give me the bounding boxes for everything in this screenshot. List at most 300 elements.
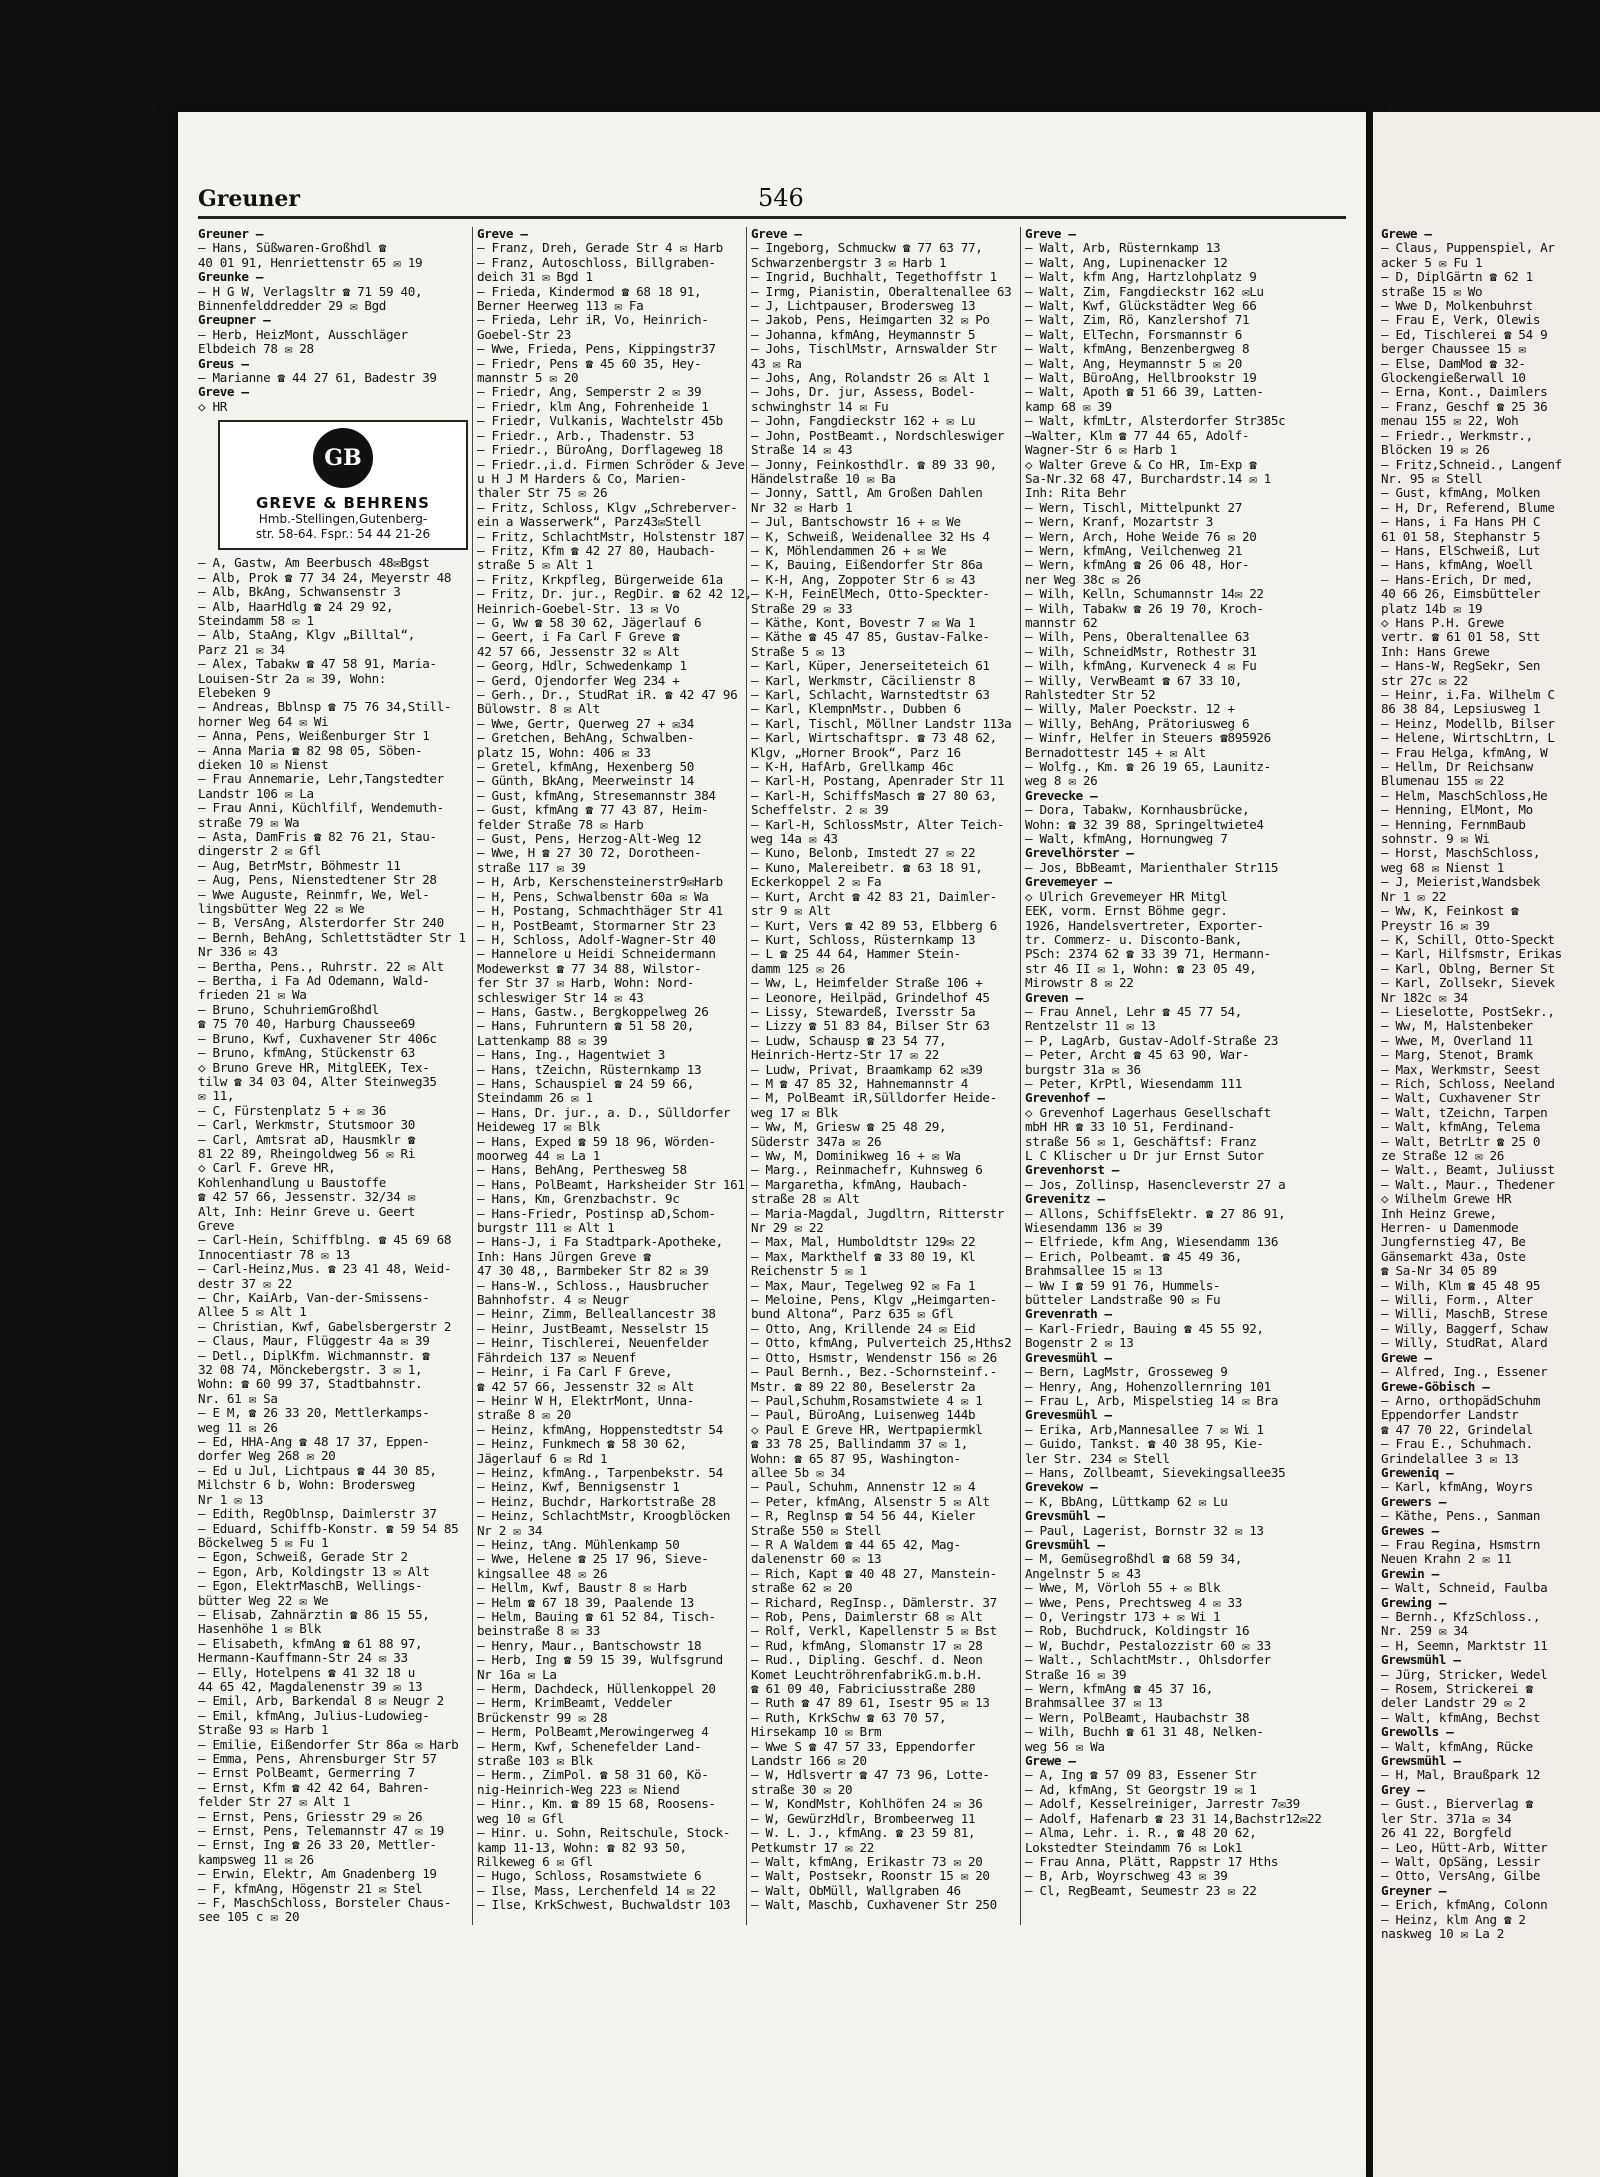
directory-entry: — Carl, Amtsrat aD, Hausmklr ☎ bbox=[198, 1131, 415, 1147]
directory-entry: — Walt, kfmAng, Rücke bbox=[1381, 1738, 1533, 1754]
directory-entry: — Walt, kfmAng, Telema bbox=[1381, 1119, 1541, 1135]
directory-entry: Greuner — bbox=[198, 226, 264, 241]
directory-entry: Wiesendamm 136 ✉ 39 bbox=[1025, 1220, 1163, 1236]
directory-entry: PSch: 2374 62 ☎ 33 39 71, Hermann- bbox=[1025, 946, 1271, 962]
directory-entry: — Ingrid, Buchhalt, Tegethoffstr 1 bbox=[751, 269, 997, 285]
directory-entry: — Hugo, Schloss, Rosamstwiete 6 bbox=[477, 1868, 702, 1884]
directory-entry: — Ludw, Privat, Braamkamp 62 ✉39 bbox=[751, 1061, 983, 1077]
directory-entry: — Walt, Ang, Lupinenacker 12 bbox=[1025, 254, 1228, 270]
directory-entry: — Hans, kfmAng, Woell bbox=[1381, 557, 1533, 573]
directory-entry: Lattenkamp 88 ✉ 39 bbox=[477, 1032, 608, 1048]
directory-entry: — Erich, Polbeamt. ☎ 45 49 36, bbox=[1025, 1248, 1242, 1264]
directory-entry: — Hans, Fuhruntern ☎ 51 58 20, bbox=[477, 1018, 694, 1034]
directory-entry: — Irmg, Pianistin, Oberaltenallee 63 bbox=[751, 283, 1012, 299]
directory-entry: — Eduard, Schiffb-Konstr. ☎ 59 54 85 bbox=[198, 1520, 459, 1536]
directory-entry: Milchstr 6 b, Wohn: Brodersweg bbox=[198, 1477, 415, 1493]
directory-entry: Süderstr 347a ✉ 26 bbox=[751, 1133, 882, 1149]
directory-entry: Goebel-Str 23 bbox=[477, 326, 572, 342]
directory-entry: Grevenrath — bbox=[1025, 1306, 1112, 1322]
directory-entry: — Karl-H, Postang, Apenrader Str 11 bbox=[751, 773, 1005, 789]
directory-entry: — H, Arb, Kerschensteinerstr9✉Harb bbox=[477, 874, 723, 890]
directory-entry: — Friedr., BüroAng, Dorflageweg 18 bbox=[477, 442, 723, 458]
directory-entry: — Ernst, Pens, Griesstr 29 ✉ 26 bbox=[198, 1808, 423, 1824]
directory-entry: mbH HR ☎ 33 10 51, Ferdinand- bbox=[1025, 1119, 1235, 1135]
directory-entry: Wohn: ☎ 60 99 37, Stadtbahnstr. bbox=[198, 1376, 423, 1392]
directory-entry: Heideweg 17 ✉ Blk bbox=[477, 1119, 600, 1135]
directory-entry: 43 ✉ Ra bbox=[751, 355, 802, 371]
directory-entry: — Rob, Buchdruck, Koldingstr 16 bbox=[1025, 1623, 1250, 1639]
directory-entry: Straße 5 ✉ 13 bbox=[751, 643, 846, 659]
directory-entry: — Wilh, Buchh ☎ 61 31 48, Nelken- bbox=[1025, 1724, 1264, 1740]
directory-entry: Greus — bbox=[198, 355, 249, 371]
directory-entry: — Horst, MaschSchloss, bbox=[1381, 845, 1541, 861]
directory-entry: Grewes — bbox=[1381, 1522, 1439, 1538]
directory-entry: Greven — bbox=[1025, 989, 1083, 1005]
directory-entry: — Heinr, JustBeamt, Nesselstr 15 bbox=[477, 1320, 709, 1336]
directory-entry: Grewsmühl — bbox=[1381, 1652, 1461, 1668]
directory-entry: ◇ HR bbox=[198, 398, 227, 414]
directory-entry: — Max, Mal, Humboldtstr 129✉ 22 bbox=[751, 1234, 976, 1250]
directory-entry: — Wern, kfmAng ☎ 26 06 48, Hor- bbox=[1025, 557, 1250, 573]
directory-entry: — Wilh, SchneidMstr, Rothestr 31 bbox=[1025, 643, 1257, 659]
directory-entry: Grevenhof — bbox=[1025, 1090, 1105, 1106]
directory-entry: Innocentiastr 78 ✉ 13 bbox=[198, 1246, 350, 1262]
directory-entry: — Walt, ObMüll, Wallgraben 46 bbox=[751, 1882, 961, 1898]
directory-entry: Straße 14 ✉ 43 bbox=[751, 442, 853, 458]
directory-entry: Grevekow — bbox=[1025, 1479, 1098, 1495]
directory-entry: — Edith, RegOblnsp, Daimlerstr 37 bbox=[198, 1506, 437, 1522]
directory-entry: — W, KondMstr, Kohlhöfen 24 ✉ 36 bbox=[751, 1796, 983, 1812]
directory-entry: — K-H, HafArb, Grellkamp 46c bbox=[751, 759, 954, 775]
directory-entry: — Hans, Schauspiel ☎ 24 59 66, bbox=[477, 1075, 694, 1091]
directory-entry: — Hans, Gastw., Bergkoppelweg 26 bbox=[477, 1003, 709, 1019]
directory-entry: — Heinr, Tischlerei, Neuenfelder bbox=[477, 1335, 709, 1351]
directory-entry: — Willy, Maler Poeckstr. 12 + bbox=[1025, 701, 1235, 717]
directory-entry: — J, Meierist,Wandsbek bbox=[1381, 874, 1541, 890]
directory-entry: Heinrich-Hertz-Str 17 ✉ 22 bbox=[751, 1047, 940, 1063]
directory-entry: — Egon, Schweiß, Gerade Str 2 bbox=[198, 1549, 408, 1565]
directory-entry: — Aug, BetrMstr, Böhmestr 11 bbox=[198, 857, 401, 873]
directory-entry: — Wilh, Tabakw ☎ 26 19 70, Kroch- bbox=[1025, 600, 1264, 616]
directory-entry: — Frau Regina, Hsmstrn bbox=[1381, 1536, 1541, 1552]
directory-entry: weg 14a ✉ 43 bbox=[751, 831, 838, 847]
directory-entry: — Paul, Schuhm, Annenstr 12 ✉ 4 bbox=[751, 1479, 976, 1495]
directory-entry: — Bernh, BehAng, Schlettstädter Str 1 bbox=[198, 929, 466, 945]
directory-entry: — Fritz, Schloss, Klgv „Schreberver- bbox=[477, 499, 738, 515]
directory-entry: Preystr 16 ✉ 39 bbox=[1381, 917, 1490, 933]
directory-entry: kamp 68 ✉ 39 bbox=[1025, 398, 1112, 414]
directory-entry: — Heinz, kfmAng, Hoppenstedtstr 54 bbox=[477, 1421, 723, 1437]
directory-entry: —Walter, Klm ☎ 77 44 65, Adolf- bbox=[1025, 427, 1250, 443]
directory-entry: — Marianne ☎ 44 27 61, Badestr 39 bbox=[198, 370, 437, 386]
directory-entry: ◇ Wilhelm Grewe HR bbox=[1381, 1191, 1512, 1207]
advert-company-name: GREVE & BEHRENS bbox=[256, 494, 430, 513]
directory-entry: — Detl., DiplKfm. Wichmannstr. ☎ bbox=[198, 1347, 430, 1363]
directory-entry: Schwarzenbergstr 3 ✉ Harb 1 bbox=[751, 254, 947, 270]
directory-entry: straße 117 ✉ 39 bbox=[477, 859, 586, 875]
directory-entry: — Wern, kfmAng ☎ 45 37 16, bbox=[1025, 1681, 1214, 1697]
directory-entry: Wohn: ☎ 65 87 95, Washington- bbox=[751, 1450, 961, 1466]
directory-entry: — Paul,Schuhm,Rosamstwiete 4 ✉ 1 bbox=[751, 1392, 983, 1408]
advert-phone-line: str. 58-64. Fspr.: 54 44 21-26 bbox=[255, 527, 431, 542]
directory-entry: kampsweg 11 ✉ 26 bbox=[198, 1851, 314, 1867]
directory-entry: — Bertha, Pens., Ruhrstr. 22 ✉ Alt bbox=[198, 958, 444, 974]
directory-entry: — Wwe S ☎ 47 57 33, Eppendorfer bbox=[751, 1738, 976, 1754]
directory-entry: 61 01 58, Stephanstr 5 bbox=[1381, 528, 1541, 544]
directory-entry: EEK, vorm. Ernst Böhme gegr. bbox=[1025, 903, 1228, 919]
directory-entry: tr. Commerz- u. Disconto-Bank, bbox=[1025, 931, 1242, 947]
directory-entry: — Rolf, Verkl, Kapellenstr 5 ✉ Bst bbox=[751, 1623, 997, 1639]
directory-entry: — Carl-Heinz,Mus. ☎ 23 41 48, Weid- bbox=[198, 1261, 452, 1277]
directory-entry: Fährdeich 137 ✉ Neuenf bbox=[477, 1349, 637, 1365]
directory-entry: — Ed, HHA-Ang ☎ 48 17 37, Eppen- bbox=[198, 1434, 430, 1450]
directory-entry: — Alb, BkAng, Schwansenstr 3 bbox=[198, 584, 401, 600]
directory-entry: straße 103 ✉ Blk bbox=[477, 1753, 593, 1769]
directory-entry: — Bruno, Kwf, Cuxhavener Str 406c bbox=[198, 1030, 437, 1046]
directory-entry: Brahmsallee 15 ✉ 13 bbox=[1025, 1263, 1163, 1279]
directory-entry: — K-H, FeinElMech, Otto-Speckter- bbox=[751, 586, 990, 602]
directory-entry: — Wilh, Kelln, Schumannstr 14✉ 22 bbox=[1025, 586, 1264, 602]
directory-entry: — Karl, Oblng, Berner St bbox=[1381, 960, 1555, 976]
directory-entry: — Otto, Hsmstr, Wendenstr 156 ✉ 26 bbox=[751, 1349, 997, 1365]
directory-entry: Steindamm 58 ✉ 1 bbox=[198, 612, 314, 628]
directory-entry: Grevenitz — bbox=[1025, 1191, 1105, 1207]
directory-entry: — Günth, BkAng, Meerweinstr 14 bbox=[477, 773, 694, 789]
directory-entry: — Wwe Auguste, Reinmfr, We, Wel- bbox=[198, 886, 430, 902]
directory-entry: — Hans, i Fa Hans PH C bbox=[1381, 514, 1541, 530]
directory-entry: — Richard, RegInsp., Dämlerstr. 37 bbox=[751, 1594, 997, 1610]
directory-entry: — K-H, Ang, Zoppoter Str 6 ✉ 43 bbox=[751, 571, 976, 587]
directory-entry: — B, VersAng, Alsterdorfer Str 240 bbox=[198, 915, 444, 931]
directory-entry: — J, Lichtpauser, Brodersweg 13 bbox=[751, 298, 976, 314]
directory-entry: — M, PolBeamt iR,Sülldorfer Heide- bbox=[751, 1090, 997, 1106]
directory-entry: — Willy, VerwBeamt ☎ 67 33 10, bbox=[1025, 672, 1242, 688]
directory-entry: Rilkeweg 6 ✉ Gfl bbox=[477, 1853, 593, 1869]
directory-entry: Nr 182c ✉ 34 bbox=[1381, 989, 1468, 1005]
directory-entry: — Fritz, SchlachtMstr, Holstenstr 187 bbox=[477, 528, 745, 544]
directory-entry: — Karl, Küper, Jenerseiteteich 61 bbox=[751, 658, 990, 674]
directory-entry: — Egon, Arb, Koldingstr 13 ✉ Alt bbox=[198, 1563, 430, 1579]
directory-entry: — Walt, Apoth ☎ 51 66 39, Latten- bbox=[1025, 384, 1264, 400]
directory-entry: — Karl-H, SchiffsMasch ☎ 27 80 63, bbox=[751, 787, 997, 803]
directory-entry: Elebeken 9 bbox=[198, 684, 271, 700]
directory-columns bbox=[198, 227, 1348, 1925]
directory-entry: — Frau E., Schuhmach. bbox=[1381, 1436, 1533, 1452]
directory-entry: — Hans-Erich, Dr med, bbox=[1381, 571, 1533, 587]
directory-entry: — Peter, kfmAng, Alsenstr 5 ✉ Alt bbox=[751, 1493, 990, 1509]
directory-entry: — Wern, PolBeamt, Haubachstr 38 bbox=[1025, 1709, 1250, 1725]
directory-entry: ◇ Ulrich Grevemeyer HR Mitgl bbox=[1025, 888, 1228, 904]
directory-entry: horner Weg 64 ✉ Wi bbox=[198, 713, 329, 729]
directory-entry: Rentzelstr 11 ✉ 13 bbox=[1025, 1018, 1156, 1034]
directory-entry: — Gust., Bierverlag ☎ bbox=[1381, 1796, 1533, 1812]
directory-entry: — Claus, Maur, Flüggestr 4a ✉ 39 bbox=[198, 1333, 430, 1349]
directory-entry: — Jakob, Pens, Heimgarten 32 ✉ Po bbox=[751, 312, 990, 328]
directory-entry: Allee 5 ✉ Alt 1 bbox=[198, 1304, 307, 1320]
directory-entry: — Hannelore u Heidi Schneidermann bbox=[477, 946, 716, 962]
directory-entry: — Ilse, Mass, Lerchenfeld 14 ✉ 22 bbox=[477, 1882, 716, 1898]
directory-entry: — H, Mal, Braußpark 12 bbox=[1381, 1767, 1541, 1783]
directory-entry: — Willy, StudRat, Alard bbox=[1381, 1335, 1548, 1351]
directory-entry: — Ww, L, Heimfelder Straße 106 + bbox=[751, 975, 983, 991]
directory-entry: — Otto, kfmAng, Pulverteich 25,Hths2 bbox=[751, 1335, 1012, 1351]
directory-entry: — Fritz, Krkpfleg, Bürgerweide 61a bbox=[477, 571, 723, 587]
directory-entry: — Rob, Pens, Daimlerstr 68 ✉ Alt bbox=[751, 1609, 983, 1624]
directory-entry: — Walt, Zim, Rö, Kanzlershof 71 bbox=[1025, 312, 1250, 328]
directory-entry: 26 41 22, Borgfeld bbox=[1381, 1825, 1512, 1841]
directory-entry: Heinrich-Goebel-Str. 13 ✉ Vo bbox=[477, 600, 680, 616]
directory-entry: — Cl, RegBeamt, Seumestr 23 ✉ 22 bbox=[1025, 1882, 1257, 1898]
directory-entry: weg 10 ✉ Gfl bbox=[477, 1810, 564, 1826]
directory-entry: — Wwe, M, Overland 11 bbox=[1381, 1032, 1533, 1048]
directory-entry: — Marg, Stenot, Bramk bbox=[1381, 1047, 1533, 1063]
directory-entry: — Margaretha, kfmAng, Haubach- bbox=[751, 1176, 968, 1192]
directory-entry: Nr. 95 ✉ Stell bbox=[1381, 470, 1483, 486]
directory-entry: — Johs, Ang, Rolandstr 26 ✉ Alt 1 bbox=[751, 370, 990, 386]
facing-page bbox=[1373, 112, 1600, 2177]
directory-entry: — Herm, PolBeamt,Merowingerweg 4 bbox=[477, 1724, 709, 1740]
directory-entry: bütter Weg 22 ✉ We bbox=[198, 1592, 329, 1608]
directory-entry: L C Klischer u Dr jur Ernst Sutor bbox=[1025, 1148, 1264, 1163]
directory-entry: — Käthe, Pens., Sanman bbox=[1381, 1508, 1541, 1524]
directory-entry: — Ludw, Schausp ☎ 23 54 77, bbox=[751, 1032, 947, 1048]
directory-entry: — Willy, BehAng, Prätoriusweg 6 bbox=[1025, 715, 1250, 731]
directory-entry: see 105 c ✉ 20 bbox=[198, 1909, 300, 1925]
directory-entry: — Hinr. u. Sohn, Reitschule, Stock- bbox=[477, 1825, 731, 1841]
directory-entry: — B, Arb, Woyrschweg 43 ✉ 39 bbox=[1025, 1868, 1228, 1884]
directory-entry: straße 62 ✉ 20 bbox=[751, 1580, 853, 1596]
directory-entry: Louisen-Str 2a ✉ 39, Wohn: bbox=[198, 670, 387, 686]
directory-entry: — H, Dr, Referend, Blume bbox=[1381, 499, 1555, 515]
directory-entry: — Hans, ElSchweiß, Lut bbox=[1381, 542, 1541, 558]
directory-entry: Greunke — bbox=[198, 269, 264, 285]
directory-entry: 86 38 84, Lepsiusweg 1 bbox=[1381, 701, 1541, 717]
directory-entry: straße 28 ✉ Alt bbox=[751, 1191, 860, 1207]
directory-entry: — Wern, Kranf, Mozartstr 3 bbox=[1025, 514, 1214, 530]
directory-entry: straße 5 ✉ Alt 1 bbox=[477, 557, 593, 573]
directory-entry: — Wwe, Frieda, Pens, Kippingstr37 bbox=[477, 341, 716, 357]
directory-entry: weg 68 ✉ Nienst 1 bbox=[1381, 859, 1504, 875]
directory-entry: Brahmsallee 37 ✉ 13 bbox=[1025, 1695, 1163, 1711]
directory-entry: — Hans, BehAng, Perthesweg 58 bbox=[477, 1162, 687, 1178]
directory-entry: Elbdeich 78 ✉ 28 bbox=[198, 341, 314, 357]
directory-entry: Jägerlauf 6 ✉ Rd 1 bbox=[477, 1450, 608, 1466]
directory-entry: — Walt., SchlachtMstr., Ohlsdorfer bbox=[1025, 1652, 1271, 1668]
directory-entry: — Bruno, SchuhriemGroßhdl bbox=[198, 1001, 379, 1017]
directory-entry: — Karl, Zollsekr, Sievek bbox=[1381, 975, 1555, 991]
directory-entry: Mstr. ☎ 89 22 80, Beselerstr 2a bbox=[751, 1378, 976, 1394]
directory-entry: — Wilh, Pens, Oberaltenallee 63 bbox=[1025, 629, 1250, 645]
directory-entry: — Peter, Archt ☎ 45 63 90, War- bbox=[1025, 1047, 1250, 1063]
directory-entry: — Helm, MaschSchloss,He bbox=[1381, 787, 1548, 803]
directory-entry: ☎ 33 78 25, Ballindamm 37 ✉ 1, bbox=[751, 1436, 968, 1452]
directory-entry: Grewers — bbox=[1381, 1493, 1447, 1509]
directory-entry: Straße 16 ✉ 39 bbox=[1025, 1666, 1127, 1682]
directory-entry: — Walt, Cuxhavener Str bbox=[1381, 1090, 1541, 1106]
directory-entry: — Frieda, Lehr iR, Vo, Heinrich- bbox=[477, 312, 709, 328]
directory-entry: — Friedr, klm Ang, Fohrenheide 1 bbox=[477, 398, 709, 414]
directory-entry: — K, BbAng, Lüttkamp 62 ✉ Lu bbox=[1025, 1493, 1228, 1509]
directory-entry: — Chr, KaiArb, Van-der-Smissens- bbox=[198, 1290, 430, 1305]
directory-entry: Greve — bbox=[751, 226, 802, 241]
directory-entry: Petkumstr 17 ✉ 22 bbox=[751, 1839, 874, 1855]
directory-entry: — Rich, Kapt ☎ 40 48 27, Manstein- bbox=[751, 1565, 997, 1581]
directory-entry: bütteler Landstraße 90 ✉ Fu bbox=[1025, 1292, 1221, 1308]
directory-entry: — Franz, Autoschloss, Billgraben- bbox=[477, 254, 716, 270]
directory-entry: — Walt, ElTechn, Forsmannstr 6 bbox=[1025, 326, 1242, 342]
directory-entry: straße 8 ✉ 20 bbox=[477, 1407, 572, 1423]
directory-entry: — M, Gemüsegroßhdl ☎ 68 59 34, bbox=[1025, 1551, 1242, 1567]
directory-entry: — Marg., Reinmachefr, Kuhnsweg 6 bbox=[751, 1162, 983, 1178]
directory-entry: ler Str. 371a ✉ 34 bbox=[1381, 1810, 1512, 1826]
directory-entry: — Hellm, Kwf, Baustr 8 ✉ Harb bbox=[477, 1580, 687, 1596]
directory-entry: — K, Bauing, Eißendorfer Str 86a bbox=[751, 557, 983, 573]
directory-entry: — Hans, Exped ☎ 59 18 96, Wörden- bbox=[477, 1133, 716, 1149]
directory-entry: Klgv, „Horner Brook“, Parz 16 bbox=[751, 744, 961, 760]
directory-entry: Grewsmühl — bbox=[1381, 1753, 1461, 1769]
directory-entry: — Walt, Postsekr, Roonstr 15 ✉ 20 bbox=[751, 1868, 990, 1884]
directory-entry: — Karl, KlempnMstr., Dubben 6 bbox=[751, 701, 961, 717]
directory-entry: Bahnhofstr. 4 ✉ Neugr bbox=[477, 1292, 629, 1308]
directory-entry: — Hans, Km, Grenzbachstr. 9c bbox=[477, 1191, 680, 1207]
directory-entry: — Bern, LagMstr, Grosseweg 9 bbox=[1025, 1364, 1228, 1380]
company-logo-icon: GB bbox=[313, 428, 373, 488]
directory-entry: naskweg 10 ✉ La 2 bbox=[1381, 1925, 1504, 1941]
directory-entry: — H, Postang, Schmachthäger Str 41 bbox=[477, 903, 723, 919]
directory-entry: Grewolls — bbox=[1381, 1724, 1454, 1740]
directory-entry: — W, GewürzHdlr, Brombeerweg 11 bbox=[751, 1810, 976, 1826]
directory-entry: — Jos, BbBeamt, Marienthaler Str115 bbox=[1025, 859, 1279, 875]
directory-entry: — Alma, Lehr. i. R., ☎ 48 20 62, bbox=[1025, 1825, 1257, 1841]
directory-entry: — Frau Helga, kfmAng, W bbox=[1381, 744, 1548, 760]
column-1-entries bbox=[198, 556, 466, 1925]
directory-entry: lingsbütter Weg 22 ✉ We bbox=[198, 901, 365, 917]
directory-entry: — Heinz, tAng. Mühlenkamp 50 bbox=[477, 1536, 680, 1552]
directory-entry: — Frau Annel, Lehr ☎ 45 77 54, bbox=[1025, 1003, 1242, 1019]
directory-entry: — Ernst, Pens, Telemannstr 47 ✉ 19 bbox=[198, 1823, 444, 1839]
directory-entry: — Bernh., KfzSchloss., bbox=[1381, 1609, 1541, 1624]
directory-entry: — Gretchen, BehAng, Schwalben- bbox=[477, 730, 694, 746]
directory-entry: — D, DiplGärtn ☎ 62 1 bbox=[1381, 269, 1533, 285]
directory-entry: ◇ Paul E Greve HR, Wertpapiermkl bbox=[751, 1421, 983, 1437]
directory-entry: — Elfriede, kfm Ang, Wiesendamm 136 bbox=[1025, 1234, 1279, 1250]
directory-entry: — Anna, Pens, Weißenburger Str 1 bbox=[198, 728, 430, 744]
directory-entry: — F, MaschSchloss, Borsteler Chaus- bbox=[198, 1895, 452, 1911]
directory-entry: — Max, Werkmstr, Seest bbox=[1381, 1061, 1541, 1077]
directory-entry: — Egon, ElektrMaschB, Wellings- bbox=[198, 1578, 423, 1594]
directory-entry: str 46 II ✉ 1, Wohn: ☎ 23 05 49, bbox=[1025, 960, 1257, 976]
directory-entry: — Walt, kfmAng, Benzenbergweg 8 bbox=[1025, 341, 1250, 357]
directory-entry: Greve — bbox=[1025, 226, 1076, 241]
directory-entry: Grevesmühl — bbox=[1025, 1349, 1112, 1365]
directory-entry: — Adolf, Kesselreiniger, Jarrestr 7✉39 bbox=[1025, 1796, 1300, 1812]
directory-entry: Nr 29 ✉ 22 bbox=[751, 1220, 824, 1236]
directory-entry: beinstraße 8 ✉ 33 bbox=[477, 1623, 600, 1639]
directory-entry: — Gust, kfmAng ☎ 77 43 87, Heim- bbox=[477, 802, 709, 818]
directory-entry: 1926, Handelsvertreter, Exporter- bbox=[1025, 917, 1264, 933]
directory-entry: — Alex, Tabakw ☎ 47 58 91, Maria- bbox=[198, 656, 437, 672]
directory-entry: — Karl, kfmAng, Woyrs bbox=[1381, 1479, 1533, 1495]
directory-entry: — Elisabeth, kfmAng ☎ 61 88 97, bbox=[198, 1635, 423, 1651]
directory-entry: — Heinr W H, ElektrMont, Unna- bbox=[477, 1392, 694, 1408]
directory-entry: Bogenstr 2 ✉ 13 bbox=[1025, 1335, 1134, 1351]
directory-entry: Händelstraße 10 ✉ Ba bbox=[751, 470, 896, 486]
directory-entry: — Bruno, kfmAng, Stückenstr 63 bbox=[198, 1045, 415, 1061]
directory-entry: straße 30 ✉ 20 bbox=[751, 1781, 853, 1797]
directory-entry: — Gerh., Dr., StudRat iR. ☎ 42 47 96 bbox=[477, 687, 738, 702]
directory-entry: — Hans-W., Schloss., Hausbrucher bbox=[477, 1277, 709, 1293]
directory-entry: — Hinr., Km. ☎ 89 15 68, Roosens- bbox=[477, 1796, 716, 1812]
directory-entry: weg 17 ✉ Blk bbox=[751, 1104, 838, 1120]
directory-entry: Hasenhöhe 1 ✉ Blk bbox=[198, 1621, 321, 1637]
directory-entry: — Hellm, Dr Reichsanw bbox=[1381, 759, 1533, 775]
directory-entry: acker 5 ✉ Fu 1 bbox=[1381, 254, 1483, 270]
directory-entry: — Gust, Pens, Herzog-Alt-Weg 12 bbox=[477, 831, 702, 847]
directory-entry: — E M, ☎ 26 33 20, Mettlerkamps- bbox=[198, 1405, 430, 1421]
directory-entry: — Kuno, Malereibetr. ☎ 63 18 91, bbox=[751, 859, 983, 875]
directory-entry: — Walt, Ang, Heymannstr 5 ✉ 20 bbox=[1025, 355, 1242, 371]
directory-entry: — Max, Markthelf ☎ 33 80 19, Kl bbox=[751, 1248, 976, 1264]
directory-entry: — Hans, tZeichn, Rüsternkamp 13 bbox=[477, 1061, 702, 1077]
directory-entry: Greyner — bbox=[1381, 1882, 1447, 1898]
directory-entry: — Friedr, Pens ☎ 45 60 35, Hey- bbox=[477, 355, 702, 371]
directory-entry: kingsallee 48 ✉ 26 bbox=[477, 1565, 608, 1581]
directory-entry: — Walt., Beamt, Juliusst bbox=[1381, 1162, 1555, 1178]
directory-entry: — Käthe, Kont, Bovestr 7 ✉ Wa 1 bbox=[751, 614, 976, 630]
directory-entry: ☎ 75 70 40, Harburg Chaussee69 bbox=[198, 1016, 415, 1032]
directory-entry: felder Str 27 ✉ Alt 1 bbox=[198, 1794, 350, 1810]
directory-entry: — W. L. J., kfmAng. ☎ 23 59 81, bbox=[751, 1825, 976, 1841]
directory-entry: — Wilh, kfmAng, Kurveneck 4 ✉ Fu bbox=[1025, 658, 1257, 674]
directory-entry: — Jonny, Sattl, Am Großen Dahlen bbox=[751, 485, 983, 501]
directory-entry: — Ruth ☎ 47 89 61, Isestr 95 ✉ 13 bbox=[751, 1695, 990, 1711]
directory-entry: — Ingeborg, Schmuckw ☎ 77 63 77, bbox=[751, 240, 983, 256]
directory-entry: Grewe — bbox=[1025, 1753, 1076, 1769]
directory-entry: Sa-Nr.32 68 47, Burchardstr.14 ✉ 1 bbox=[1025, 470, 1271, 486]
directory-entry: — Guido, Tankst. ☎ 40 38 95, Kie- bbox=[1025, 1436, 1264, 1452]
directory-entry: ze Straße 12 ✉ 26 bbox=[1381, 1148, 1504, 1163]
directory-entry: — Aug, Pens, Nienstedtener Str 28 bbox=[198, 872, 437, 888]
directory-entry: bund Altona“, Parz 635 ✉ Gfl bbox=[751, 1306, 954, 1322]
directory-entry: dalenenstr 60 ✉ 13 bbox=[751, 1551, 882, 1567]
directory-entry: destr 37 ✉ 22 bbox=[198, 1275, 293, 1291]
directory-entry: berger Chaussee 15 ✉ bbox=[1381, 341, 1526, 357]
directory-entry: Grevsmühl — bbox=[1025, 1508, 1105, 1524]
directory-entry: — Walt, tZeichn, Tarpen bbox=[1381, 1104, 1548, 1120]
page-number: 546 bbox=[758, 184, 804, 212]
directory-entry: — K, Schill, Otto-Speckt bbox=[1381, 931, 1555, 947]
directory-entry: Eppendorfer Landstr bbox=[1381, 1407, 1519, 1423]
directory-entry: — Walt, Zim, Fangdieckstr 162 ✉Lu bbox=[1025, 283, 1264, 299]
directory-entry: — Geert, i Fa Carl F Greve ☎ bbox=[477, 629, 680, 645]
directory-entry: — Herm, Kwf, Schenefelder Land- bbox=[477, 1738, 702, 1754]
directory-entry: — Elly, Hotelpens ☎ 41 32 18 u bbox=[198, 1664, 415, 1680]
directory-entry: — Willy, Baggerf, Schaw bbox=[1381, 1320, 1548, 1336]
directory-entry: — Wwe, Gertr, Querweg 27 + ✉34 bbox=[477, 715, 694, 731]
directory-entry: mannstr 5 ✉ 20 bbox=[477, 370, 579, 386]
directory-entry: 42 57 66, Jessenstr 32 ✉ Alt bbox=[477, 643, 680, 659]
directory-entry: — A, Gastw, Am Beerbusch 48✉Bgst bbox=[198, 555, 430, 571]
directory-entry: Lokstedter Steindamm 76 ✉ Lok1 bbox=[1025, 1839, 1242, 1855]
directory-entry: — Leonore, Heilpäd, Grindelhof 45 bbox=[751, 989, 990, 1005]
directory-entry: — Friedr.,i.d. Firmen Schröder & Jeve bbox=[477, 456, 745, 472]
directory-entry: sohnstr. 9 ✉ Wi bbox=[1381, 831, 1490, 847]
directory-entry: Wohn: ☎ 32 39 88, Springeltwiete4 bbox=[1025, 816, 1264, 832]
directory-entry: burgstr 31a ✉ 36 bbox=[1025, 1061, 1141, 1077]
directory-entry: Greweniq — bbox=[1381, 1464, 1454, 1480]
directory-entry: — Otto, Ang, Krillende 24 ✉ Eid bbox=[751, 1320, 976, 1336]
directory-entry: — Max, Maur, Tegelweg 92 ✉ Fa 1 bbox=[751, 1277, 976, 1293]
